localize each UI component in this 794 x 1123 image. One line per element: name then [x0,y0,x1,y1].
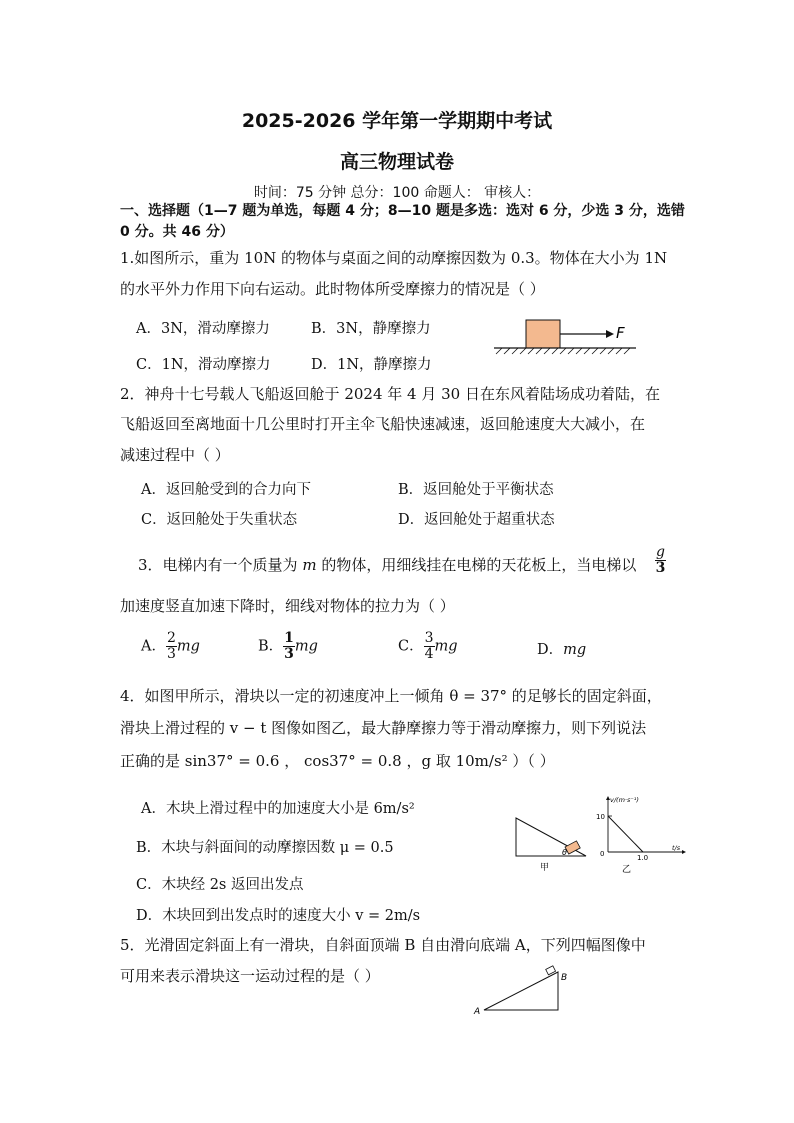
q4-vt-x-label: t/s [672,844,681,852]
q5-line1: 5．光滑固定斜面上有一滑块，自斜面顶端 B 自由滑向底端 A，下列四幅图像中 [120,936,646,954]
q3-line2: 加速度竖直加速下降时，细线对物体的拉力为（ ） [120,597,455,615]
q4-vt-y-label: v/(m·s⁻¹) [610,796,639,804]
q2-line2: 飞船返回至离地面十几公里时打开主伞飞船快速减速，返回舱速度大大减小，在 [120,415,646,433]
q5-incline [484,972,558,1010]
q3-option-b: B． $\frac{1}{3}$ mg [258,630,318,662]
q3-mass-symbol: m [302,556,317,574]
q4-vt-line [608,816,643,852]
q1-arrow-head [606,330,614,338]
q1-line2: 的水平外力作用下向右运动。此时物体所受摩擦力的情况是（ ） [120,280,545,298]
q3-accel-fraction [655,545,669,576]
q1-line1: 1.如图所示，重为 10N 的物体与桌面之间的动摩擦因数为 0.3。物体在大小为 1N [120,249,668,267]
q1-option-c: C．1N，滑动摩擦力 [136,357,271,373]
q2-line1: 2．神舟十七号载人飞船返回舱于 2024 年 4 月 30 日在东风着陆场成功着陆，在 [120,385,660,403]
q4-fig-jia-caption: 甲 [540,863,550,873]
q4-vt-origin: 0 [600,850,605,858]
q1-figure [488,312,648,362]
q4-option-c: C．木块经 2s 返回出发点 [136,877,304,893]
q4-figure-jia [510,812,590,874]
exam-info: 时间：75 分钟 总分：100 命题人： 审核人： [253,185,541,201]
section-title-line2: 0 分。共 46 分） [120,224,234,240]
q3-frac-num: g [656,544,665,560]
q4-line3: 正确的是 sin37° = 0.6 ， cos37° = 0.8 ，g 取 10m/s² ）（ ） [120,752,555,770]
q4-option-b: B．木块与斜面间的动摩擦因数 μ = 0.5 [136,840,394,856]
q4-figure-yi [590,792,690,876]
q3-option-d: D．mg [537,642,587,658]
q5-figure [472,964,582,1020]
q4-line2: 滑块上滑过程的 v − t 图像如图乙，最大静摩擦力等于滑动摩擦力，则下列说法 [120,719,647,737]
q4-line1: 4．如图甲所示，滑块以一定的初速度冲上一倾角 θ = 37° 的足够长的固定斜面， [120,687,662,705]
q3-option-a: A． $\frac{2}{3}$ mg [141,630,200,662]
q4-option-a: A．木块上滑过程中的加速度大小是 6m/s² [141,801,415,817]
q2-option-d: D．返回舱处于超重状态 [398,512,555,528]
q3-option-c: C． $\frac{3}{4}$ mg [398,630,458,662]
q4-fig-yi-caption: 乙 [622,865,632,875]
q3-line1-post: 的物体，用细线挂在电梯的天花板上，当电梯以 [316,556,637,574]
q4-angle-label: θ [562,848,567,857]
q5-line2: 可用来表示滑块这一运动过程的是（ ） [120,967,380,985]
exam-title: 2025-2026 学年第一学期期中考试 [241,110,553,132]
q4-vt-x-tick: 1.0 [637,854,649,862]
q2-line3: 减速过程中（ ） [120,446,230,464]
q1-block [526,320,560,348]
q4-option-d: D．木块回到出发点时的速度大小 v = 2m/s [136,908,421,924]
q5-label-b: B [561,973,568,983]
section-title-line1: 一、选择题（1—7 题为单选，每题 4 分；8—10 题是多选：选对 6 分，少选 3 分，选错 [120,203,685,219]
q5-label-a: A [474,1007,481,1017]
q3-line1 [138,555,708,575]
q1-option-b: B．3N，静摩擦力 [311,321,431,337]
q1-ground-hatch [496,348,630,354]
q1-force-label: F [616,324,625,342]
q2-option-b: B．返回舱处于平衡状态 [398,482,554,498]
q1-option-a: A．3N，滑动摩擦力 [136,321,270,337]
q2-option-c: C．返回舱处于失重状态 [141,512,298,528]
q3-line1-pre: 3．电梯内有一个质量为 [138,556,303,574]
q2-option-a: A．返回舱受到的合力向下 [141,482,311,498]
q1-option-d: D．1N，静摩擦力 [311,357,432,373]
exam-subtitle: 高三物理试卷 [339,151,454,173]
q4-vt-y-tick: 10 [596,813,605,821]
q3-frac-den: 3 [655,560,666,576]
